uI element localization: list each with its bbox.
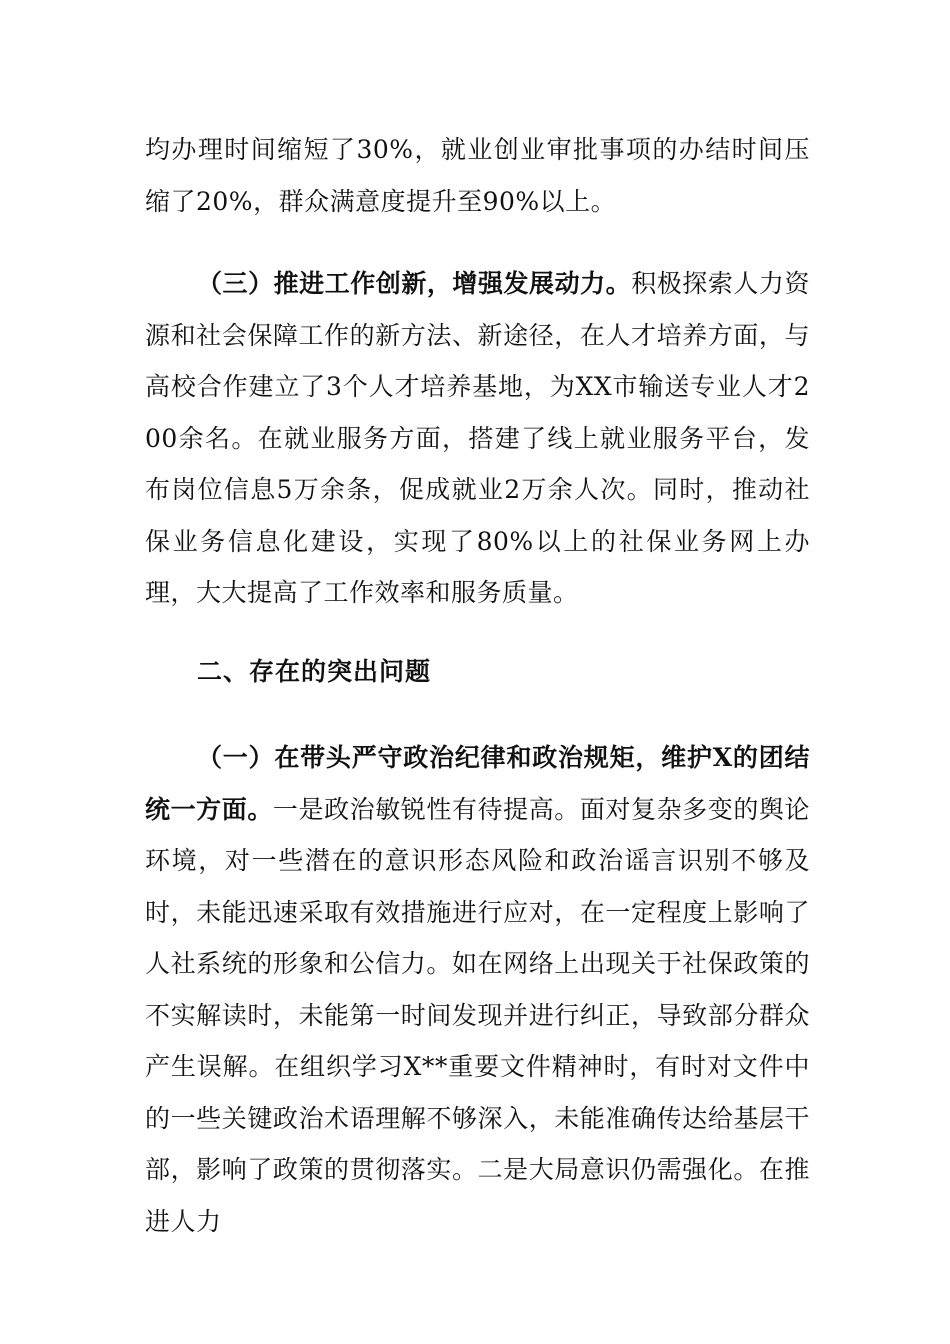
paragraph-results	[145, 124, 810, 227]
paragraph-results-text: 均办理时间缩短了30%，就业创业审批事项的办结时间压缩了20%，群众满意度提升至90%以上。	[145, 135, 810, 216]
paragraph-innovation-lead: （三）推进工作创新，增强发展动力。	[197, 269, 632, 298]
paragraph-political-discipline	[145, 732, 810, 1247]
paragraph-innovation-text: 积极探索人力资源和社会保障工作的新方法、新途径，在人才培养方面，与高校合作建立了3个人才培养基地，为XX市输送专业人才200余名。在就业服务方面，搭建了线上就业服务平台，发布岗位信息5万余条，促成就业2万余人次。同时，推动社保业务信息化建设，实现了80%以上的社保业务网上办理，大大提高了工作效率和服务质量。	[145, 269, 810, 607]
paragraph-innovation	[145, 258, 810, 619]
section-heading: 二、存在的突出问题	[197, 657, 432, 686]
paragraph-political-discipline-lead: （一）在带头严守政治纪律和政治规矩，维护X的团结统一方面。	[145, 743, 810, 824]
paragraph-political-discipline-text: 一是政治敏锐性有待提高。面对复杂多变的舆论环境，对一些潜在的意识形态风险和政治谣言识别不够及时，未能迅速采取有效措施进行应对，在一定程度上影响了人社系统的形象和公信力。如在网络上出现关于社保政策的不实解读时，未能第一时间发现并进行纠正，导致部分群众产生误解。在组织学习X**重要文件精神时，有时对文件中的一些关键政治术语理解不够深入，未能准确传达给基层干部，影响了政策的贯彻落实。二是大局意识仍需强化。在推进人力	[145, 794, 810, 1236]
